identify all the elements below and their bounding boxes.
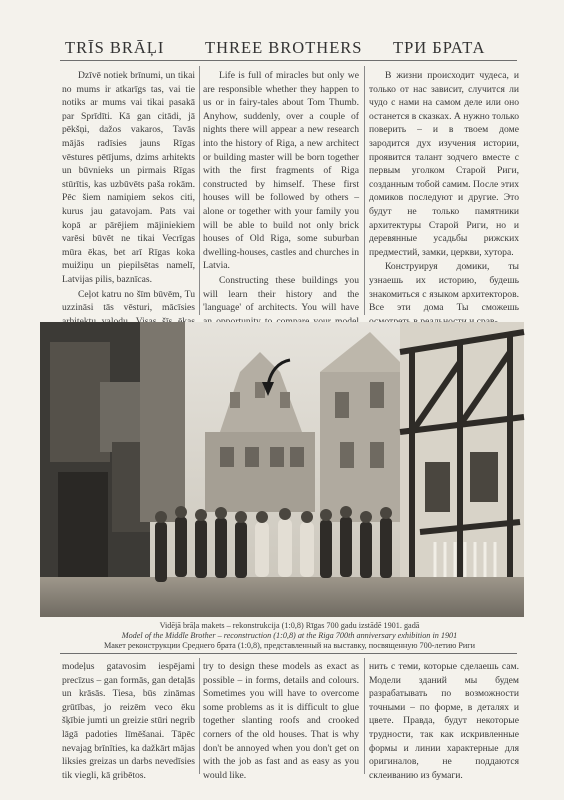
text-column-russian-continued	[369, 660, 519, 781]
text-column-english-continued	[203, 660, 359, 781]
heading-rule	[60, 60, 517, 61]
text-column-latvian-continued	[62, 660, 195, 781]
paragraph: try to design these models as exact as possible – in forms, details and colours. Sometimes you will have to overcome some problems as it is difficult to glue together slanting roofs and crooked corners of the old houses. That is why don't be annoyed when you don't get on with the job as fast and as easy as you would like.	[203, 661, 359, 781]
historical-photo	[40, 322, 524, 617]
paragraph: Constructing these buildings you will learn their history and the 'language' of architects. You will have	[203, 274, 359, 314]
text-column-english	[203, 69, 359, 313]
paragraph: Конструируя домики, ты узнаешь их историю, будешь знакомиться с языком архитекторов. Все эти дома Ты сможешь	[369, 261, 519, 314]
column-divider-4	[364, 658, 365, 774]
paragraph: Ceļot katru no šīm būvēm, Tu uzzināsi tās vēsturi, mācīsies	[62, 288, 195, 314]
caption-rule	[60, 653, 517, 654]
heading-latvian: TRĪS BRĀĻI	[65, 38, 165, 57]
paragraph: В жизни происходит чудеса, и только от нас зависит, случится ли чудо с нами на самом деле или оно останется в сказках. А нужно только поверить – и в твоем доме зародится дух изучения истории, проявится талант зодчего вместе с первым уголком Старой Риги, созданным тобой самим. После этих домиков последуют и другие. Это будут не только памятники архитектуры Старой Риги, но и деревянные усадьбы рижских предместий, замки, церкви, хутора.	[369, 70, 519, 258]
paragraph: Life is full of miracles but only we are responsible whether they happen to us or in fairy-tales about Tom Thumb. Anyhow, suddenly, over a couple of nights there will appear a new research into the history of Riga, a new architect or building master will be born together with the first fragments of Riga constructed by himself. These first houses will be followed by others – alone or together with your family you will be able to build not only brick houses of Old Riga, some suburban dwelling-houses, castles and churches in Latvia.	[203, 70, 359, 272]
paragraph: нить с теми, которые сделаешь сам. Модели зданий мы будем разрабатывать по возможности точными – по форме, в деталях и цвете. Правда, будут некоторые трудности, так как искривленные формы и линии характерные для оригиналов, не поддаются склеиванию из бумаги.	[369, 661, 519, 781]
caption-latvian: Vidējā brāļa makets – rekonstrukcija (1:0,8) Rīgas 700 gadu izstādē 1901. gadā	[159, 621, 420, 630]
column-divider-2	[364, 66, 365, 315]
paragraph: Dzīvē notiek brīnumi, un tikai no mums ir atkarīgs tas, vai tie notiks ar mums vai tikai pasakā par Sprīdīti. Kā gan citādi, jā pēkšņi, dažos vakaros, Tavās mājās radīsies jauns Rīgas vēstures pētījums, dzims arhitekts un būvnieks un pirmais Rīgas stūrītis, kas uzbūvēts paša rokām. Pēc šiem namiņiem sekos citi, kurus jau gatavojam. Pats vai kopā ar pārējiem mājiniekiem varēsi būvēt ne tikai Vecrīgas mūra ēkas, bet arī Rīgas koka muižiņu un piepilsētas namelī, Latvijas pilis, baznīcas.	[62, 70, 195, 285]
column-divider-3	[199, 658, 200, 774]
paragraph: modeļus gatavosim iespējami precīzus – gan formās, gan detaļās un krāsās. Tiesa, būs zināmas grūtības, jo reizēm veco ēku šķībie jumti un greizie stūri negrib lāgā padoties līmēšanai. Tāpēc nevajag brīnīties, ka dažkārt mājas liksies greizas un darbs nevedīsies tik viegli, kā gribētos.	[62, 661, 195, 781]
caption-english: Model of the Middle Brother – reconstruction (1:0,8) at the Riga 700th anniversary exhibition in 1901	[121, 631, 458, 640]
text-column-latvian	[62, 69, 195, 313]
heading-russian: ТРИ БРАТА	[393, 38, 486, 57]
column-divider-1	[199, 66, 200, 315]
photo-illustration	[40, 322, 524, 617]
text-column-russian	[369, 69, 519, 313]
caption-russian: Макет реконструкции Среднего брата (1:0,8), представленный на выставку, посвященную 700-летию Риги	[103, 641, 476, 650]
heading-english: THREE BROTHERS	[205, 38, 363, 57]
